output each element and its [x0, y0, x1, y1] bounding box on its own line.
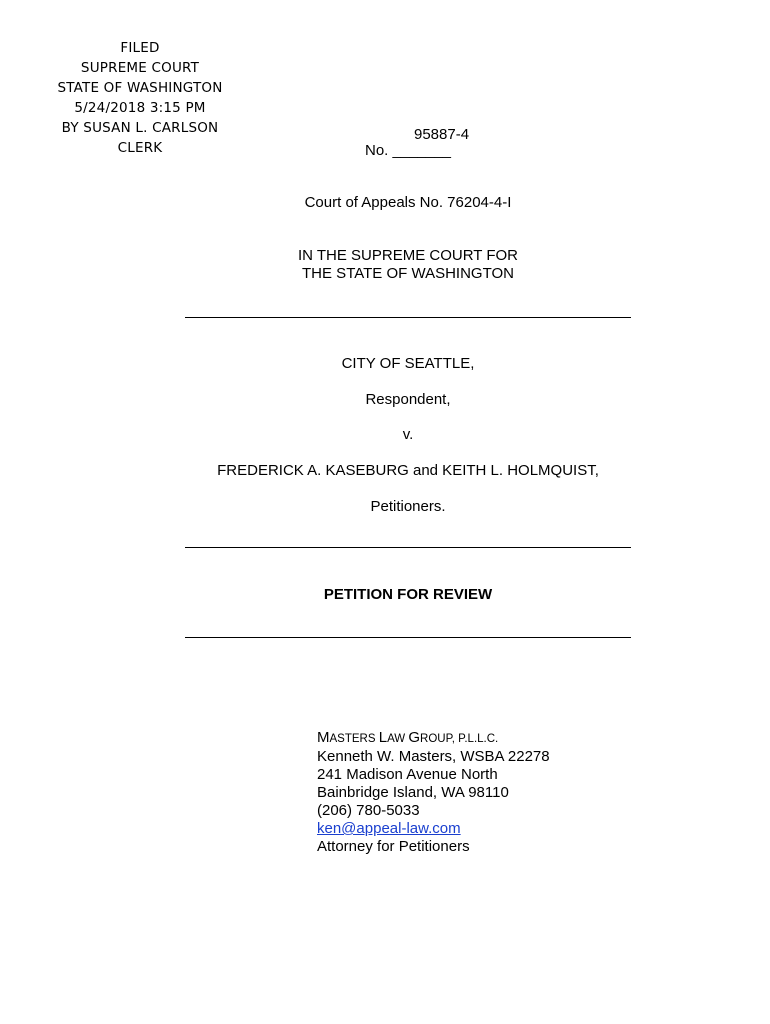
firm-name: [317, 729, 550, 748]
stamp-state: STATE OF WASHINGTON: [57, 80, 223, 96]
firm-initial-l: L: [378, 729, 388, 746]
plaintiff-name: CITY OF SEATTLE,: [341, 355, 475, 372]
court-name-line-1: IN THE SUPREME COURT FOR: [297, 247, 519, 264]
document-title: PETITION FOR REVIEW: [323, 586, 493, 603]
stamp-clerk: CLERK: [117, 140, 163, 156]
divider-bottom: [185, 637, 631, 638]
court-name-line-2: THE STATE OF WASHINGTON: [302, 265, 514, 282]
attorney-phone: (206) 780-5033: [317, 802, 420, 819]
firm-part-roup: ROUP, P.L.L.C.: [420, 733, 499, 745]
stamp-filed: FILED: [120, 40, 160, 56]
attorney-street: 241 Madison Avenue North: [317, 766, 498, 783]
versus: v.: [402, 426, 414, 443]
stamp-court: SUPREME COURT: [80, 60, 200, 76]
attorney-city: Bainbridge Island, WA 98110: [317, 784, 509, 801]
divider-top: [185, 317, 631, 318]
stamp-by: BY SUSAN L. CARLSON: [61, 120, 219, 136]
filing-stamp: [40, 38, 240, 158]
defendant-names: FREDERICK A. KASEBURG and KEITH L. HOLMQUIST,: [217, 462, 599, 479]
firm-part-aw: AW: [387, 733, 409, 745]
case-number-label: No. _______: [365, 142, 451, 159]
attorney-role: Attorney for Petitioners: [317, 838, 470, 855]
attorney-email-link[interactable]: ken@appeal-law.com: [317, 820, 461, 837]
appeals-case-number: Court of Appeals No. 76204-4-I: [304, 194, 512, 211]
plaintiff-role: Respondent,: [365, 391, 451, 408]
attorney-block: [317, 729, 550, 856]
firm-initial-m: M: [317, 729, 330, 746]
divider-middle: [185, 547, 631, 548]
defendant-role: Petitioners.: [370, 498, 446, 515]
attorney-name: Kenneth W. Masters, WSBA 22278: [317, 748, 550, 765]
firm-part-asters: ASTERS: [329, 733, 379, 745]
stamp-datetime: 5/24/2018 3:15 PM: [74, 100, 206, 116]
case-number: 95887-4: [414, 126, 470, 143]
firm-initial-g: G: [408, 729, 421, 746]
